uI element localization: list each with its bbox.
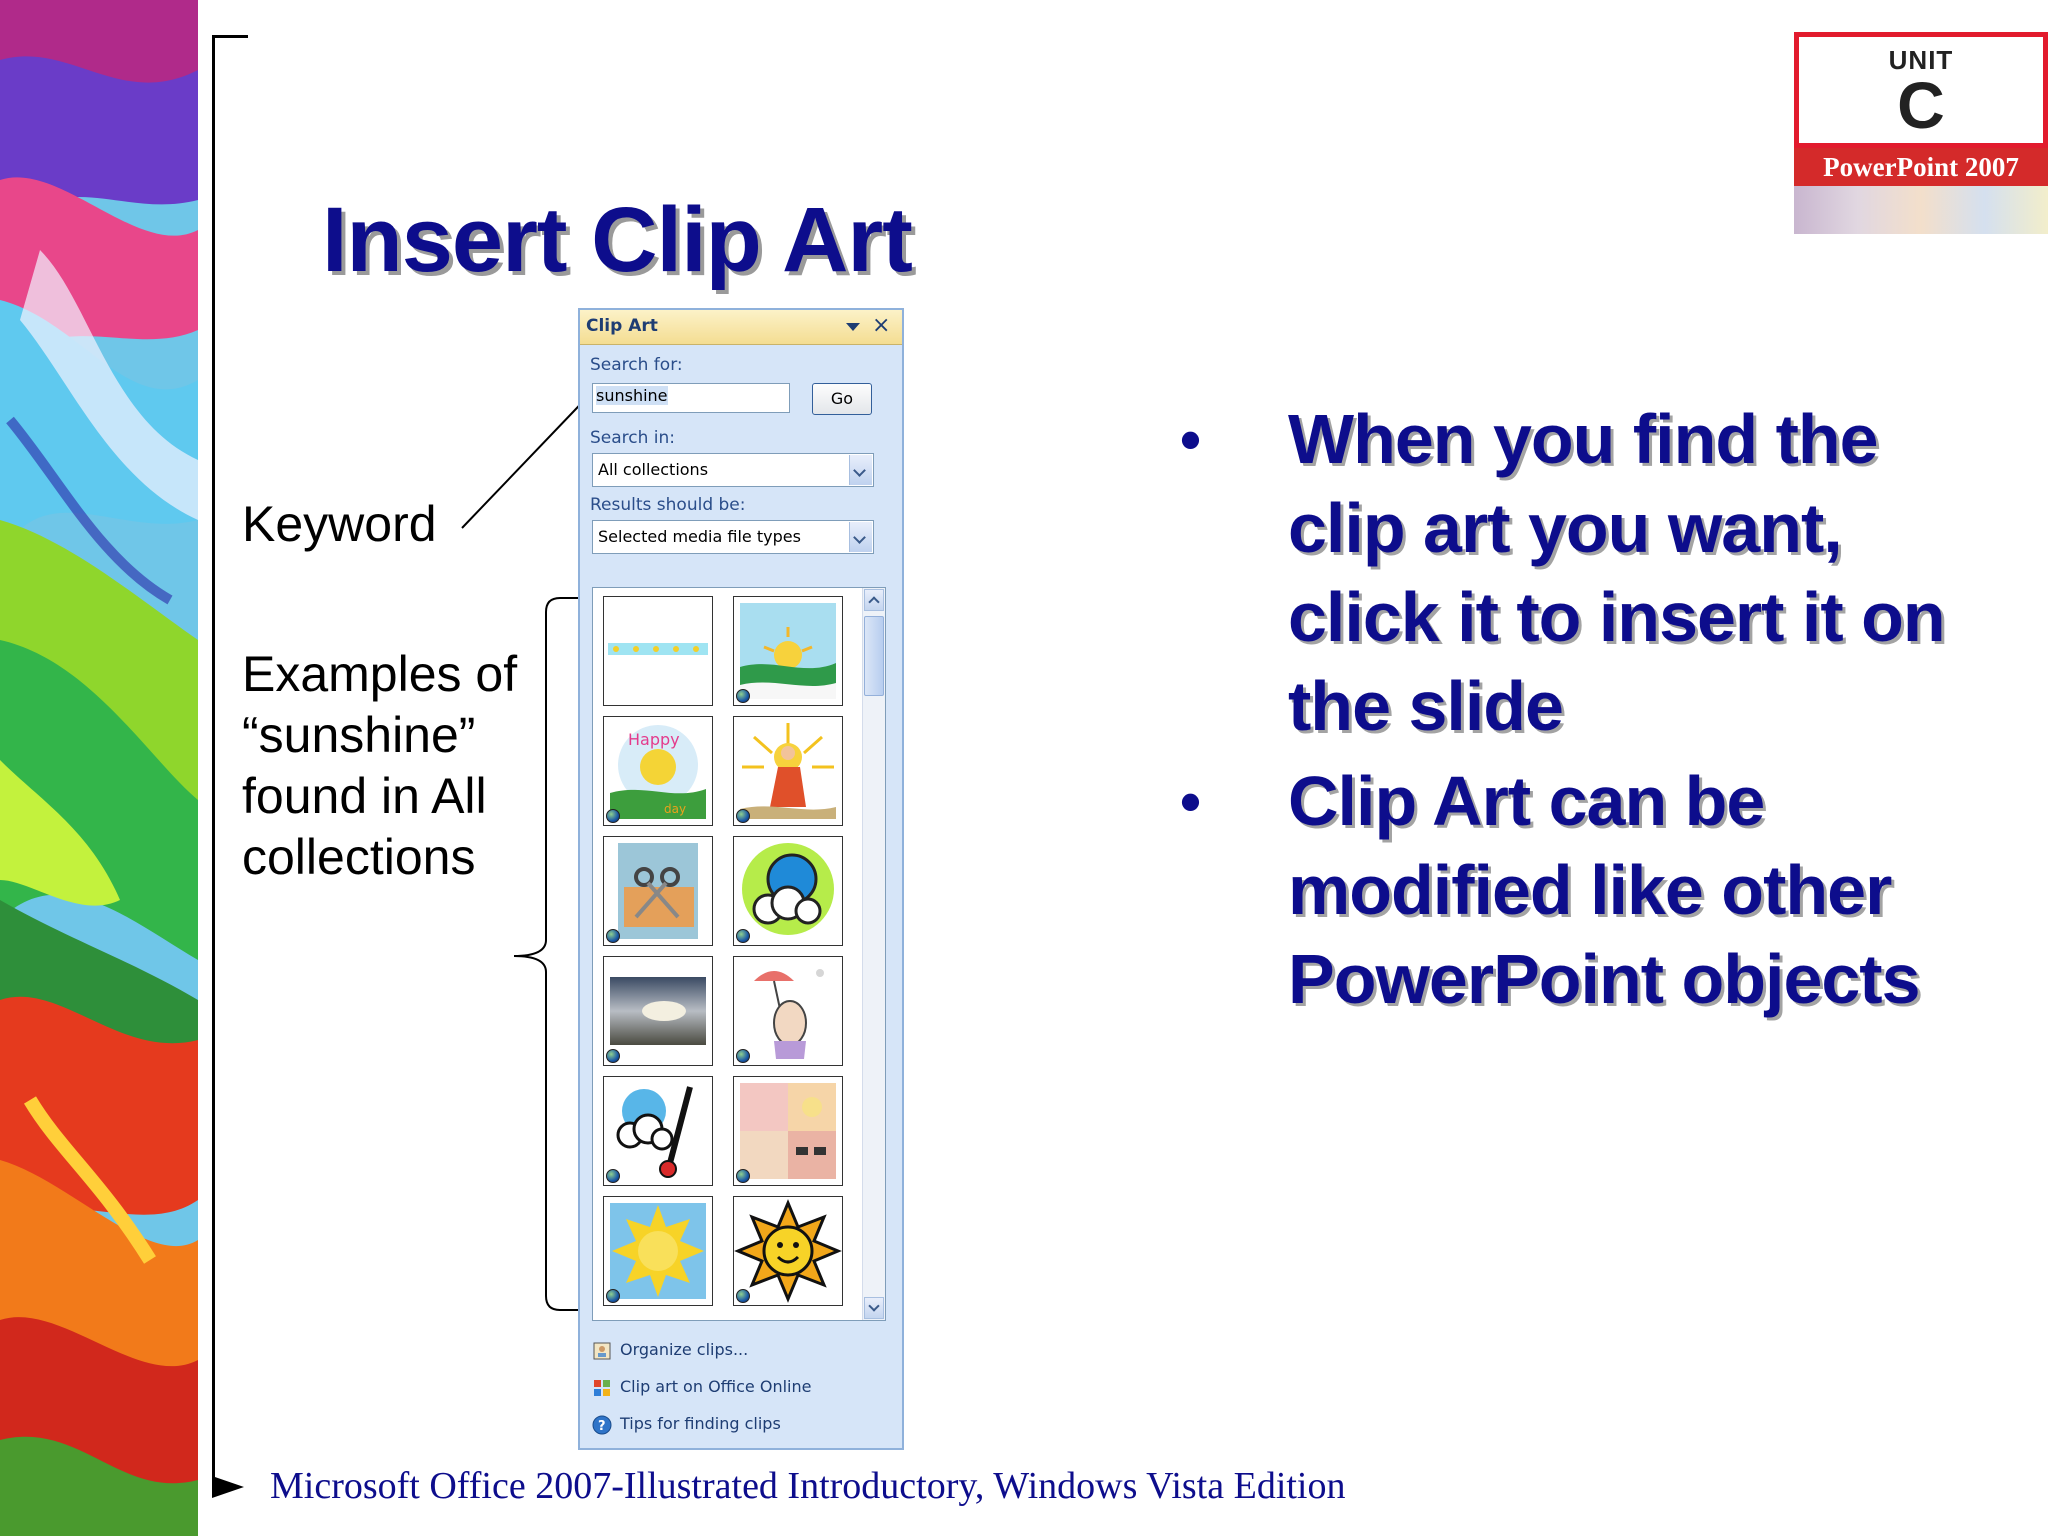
bullet-text: When you find the clip art you want, click it to insert it on the slide [1288,400,1945,745]
unit-letter: C [1897,68,1945,142]
search-in-value: All collections [598,460,709,479]
scroll-up-button[interactable] [864,589,884,611]
smiling-sun-icon[interactable] [733,1196,843,1306]
organize-clips-icon [592,1341,612,1361]
examples-brace [514,598,580,1310]
tips-label: Tips for finding clips [620,1414,781,1433]
globe-icon [606,1169,620,1183]
pane-options-dropdown-icon[interactable] [846,323,860,331]
globe-icon [736,1169,750,1183]
bullet-list [1180,395,1980,1030]
organize-clips-link[interactable] [592,1338,748,1362]
chevron-down-icon[interactable] [849,522,872,552]
globe-icon [736,929,750,943]
globe-icon [606,929,620,943]
svg-text:?: ? [598,1418,606,1434]
chevron-down-icon[interactable] [849,455,872,485]
cloudy-sky-photo-icon[interactable] [603,956,713,1066]
clipart-task-pane [578,308,904,1450]
keyword-callout: Keyword [242,496,437,552]
scroll-thumb[interactable] [864,616,884,696]
svg-text:day: day [664,802,687,816]
happy-day-sun-icon[interactable] [603,716,713,826]
globe-icon [736,1049,750,1063]
search-input-value: sunshine [596,386,668,405]
sun-fairy-icon[interactable] [733,716,843,826]
sun-landscape-icon[interactable] [733,596,843,706]
scroll-down-button[interactable] [864,1297,884,1319]
border-dots-icon[interactable] [603,596,713,706]
bullet-text: Clip Art can be modified like other PowerPoint objects [1288,762,1920,1018]
sun-cloud-icon[interactable] [733,836,843,946]
search-for-label: Search for: [590,355,683,375]
globe-icon [606,809,620,823]
go-button[interactable]: Go [812,383,872,415]
clipart-online-label: Clip art on Office Online [620,1377,812,1396]
bullet-marker: • [1180,768,1201,835]
scissors-collage-icon[interactable] [603,836,713,946]
results-grid [592,587,886,1321]
globe-icon [736,809,750,823]
globe-icon [736,1289,750,1303]
bullet-item [1180,757,1980,1024]
unit-product: PowerPoint 2007 [1794,148,2048,186]
office-online-icon [592,1378,612,1398]
clipart-online-link[interactable] [592,1375,811,1399]
help-icon [592,1415,612,1435]
thermometer-weather-icon[interactable] [603,1076,713,1186]
tips-link[interactable] [592,1412,781,1436]
results-type-select[interactable] [592,520,874,554]
organize-clips-label: Organize clips... [620,1340,749,1359]
close-icon[interactable]: × [872,313,891,338]
globe-icon [606,1049,620,1063]
footer-text: Microsoft Office 2007-Illustrated Introductory, Windows Vista Edition [270,1465,1346,1507]
bullet-item [1180,395,1980,751]
svg-text:Happy: Happy [628,730,680,749]
search-in-label: Search in: [590,428,676,448]
search-in-select[interactable] [592,453,874,487]
globe-icon [606,1289,620,1303]
keyword-pointer-line [462,388,596,528]
examples-callout: Examples of “sunshine” found in All collections [242,646,518,885]
bullet-marker: • [1180,406,1201,473]
page-title: Insert Clip Art [322,189,912,291]
globe-icon [736,689,750,703]
yellow-sun-face-icon[interactable] [603,1196,713,1306]
results-type-value: Selected media file types [598,527,801,546]
umbrella-person-icon[interactable] [733,956,843,1066]
results-label: Results should be: [590,495,746,515]
results-scrollbar[interactable] [862,588,885,1320]
unit-label: UNIT [1888,45,1954,75]
summer-collage-icon[interactable] [733,1076,843,1186]
search-input[interactable] [592,383,790,413]
pane-titlebar [580,310,902,345]
pane-title: Clip Art [586,316,658,336]
